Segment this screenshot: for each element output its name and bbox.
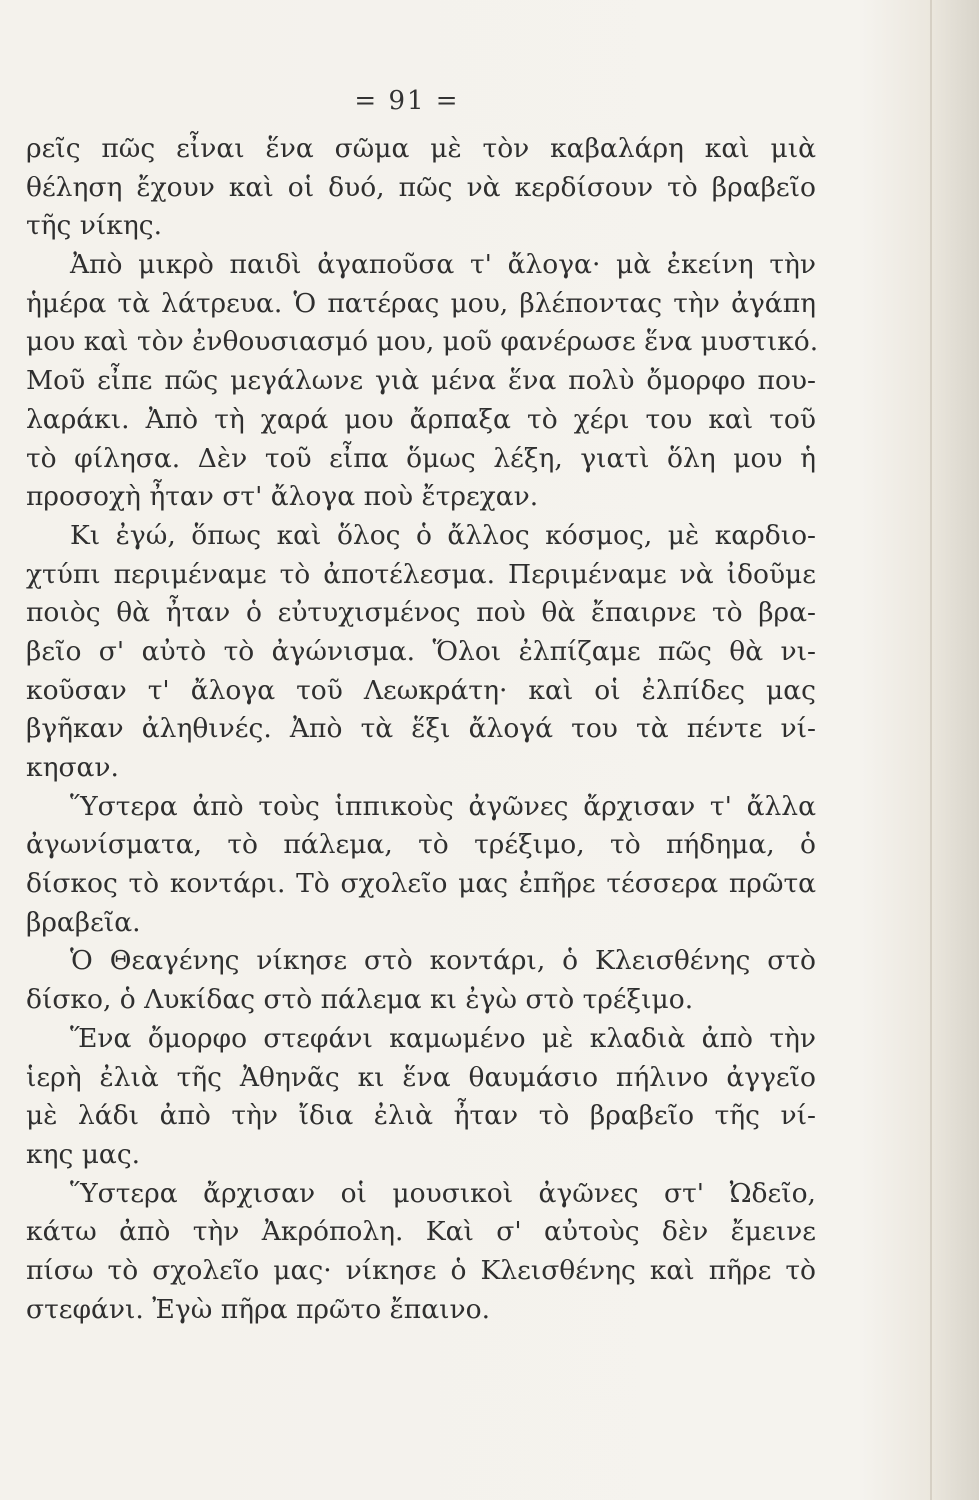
- text-line: Ὁ Θεαγένης νίκησε στὸ κοντάρι, ὁ Κλεισθένης στὸ: [70, 945, 816, 977]
- text-line: Μοῦ εἶπε πῶς μεγάλωνε γιὰ μένα ἕνα πολὺ ὄμορφο που-: [26, 365, 816, 397]
- text-line: κοῦσαν τ' ἄλογα τοῦ Λεωκράτη· καὶ οἱ ἐλπίδες μας: [26, 674, 816, 706]
- text-line: ρεῖς πῶς εἶναι ἕνα σῶμα μὲ τὸν καβαλάρη καὶ μιὰ: [26, 133, 816, 164]
- text-line: πίσω τὸ σχολεῖο μας· νίκησε ὁ Κλεισθένης καὶ πῆρε τὸ: [26, 1254, 816, 1286]
- text-line: ποιὸς θὰ ἦταν ὁ εὐτυχισμένος ποὺ θὰ ἔπαιρνε τὸ βρα-: [26, 597, 816, 629]
- text-line: βγῆκαν ἀληθινές. Ἀπὸ τὰ ἕξι ἄλογά του τὰ πέντε νί-: [26, 713, 816, 745]
- text-line: Ὕστερα ἀπὸ τοὺς ἱππικοὺς ἀγῶνες ἄρχισαν τ' ἄλλα: [70, 790, 816, 822]
- body-text: [26, 130, 819, 1329]
- text-line: ἡμέρα τὰ λάτρευα. Ὁ πατέρας μου, βλέποντας τὴν ἀγάπη: [26, 287, 816, 319]
- text-line: κάτω ἀπὸ τὴν Ἀκρόπολη. Καὶ σ' αὐτοὺς δὲν ἔμεινε: [26, 1216, 816, 1248]
- text-line: μου καὶ τὸν ἐνθουσιασμό μου, μοῦ φανέρωσε ἕνα μυστικό.: [26, 326, 819, 358]
- text-line: τῆς νίκης.: [26, 210, 163, 242]
- text-line: κης μας.: [26, 1138, 141, 1170]
- page-edge-shadow: [930, 0, 932, 1500]
- text-line: βραβεῖα.: [26, 906, 141, 938]
- text-line: λαράκι. Ἀπὸ τὴ χαρά μου ἄρπαξα τὸ χέρι του καὶ τοῦ: [26, 403, 816, 435]
- text-line: κησαν.: [26, 752, 119, 783]
- text-line: Κι ἐγώ, ὅπως καὶ ὅλος ὁ ἄλλος κόσμος, μὲ καρδιο-: [70, 519, 816, 551]
- text-line: χτύπι περιμέναμε τὸ ἀποτέλεσμα. Περιμέναμε νὰ ἰδοῦμε: [26, 558, 816, 590]
- text-line: στεφάνι. Ἐγὼ πῆρα πρῶτο ἔπαινο.: [26, 1293, 490, 1325]
- text-line: προσοχὴ ἦταν στ' ἄλογα ποὺ ἔτρεχαν.: [26, 481, 539, 513]
- text-line: Ἕνα ὄμορφο στεφάνι καμωμένο μὲ κλαδιὰ ἀπὸ τὴν: [70, 1022, 816, 1054]
- page-number: = 91 =: [354, 86, 460, 116]
- text-line: βεῖο σ' αὐτὸ τὸ ἀγώνισμα. Ὅλοι ἐλπίζαμε πῶς θὰ νι-: [26, 635, 816, 667]
- text-line: τὸ φίλησα. Δὲν τοῦ εἶπα ὅμως λέξη, γιατὶ ὅλη μου ἡ: [26, 442, 816, 474]
- text-line: δίσκος τὸ κοντάρι. Τὸ σχολεῖο μας ἐπῆρε τέσσερα πρῶτα: [26, 868, 816, 900]
- text-line: Ὕστερα ἄρχισαν οἱ μουσικοὶ ἀγῶνες στ' Ὠδεῖο,: [70, 1177, 816, 1209]
- text-line: ἱερὴ ἐλιὰ τῆς Ἀθηνᾶς κι ἕνα θαυμάσιο πήλινο ἀγγεῖο: [26, 1061, 816, 1093]
- text-line: Ἀπὸ μικρὸ παιδὶ ἀγαποῦσα τ' ἄλογα· μὰ ἐκείνη τὴν: [70, 249, 816, 281]
- text-line: μὲ λάδι ἀπὸ τὴν ἴδια ἐλιὰ ἦταν τὸ βραβεῖο τῆς νί-: [26, 1100, 816, 1132]
- text-line: θέληση ἔχουν καὶ οἱ δυό, πῶς νὰ κερδίσουν τὸ βραβεῖο: [26, 171, 816, 203]
- text-line: ἀγωνίσματα, τὸ πάλεμα, τὸ τρέξιμο, τὸ πήδημα, ὁ: [26, 829, 816, 861]
- text-line: δίσκο, ὁ Λυκίδας στὸ πάλεμα κι ἐγὼ στὸ τρέξιμο.: [26, 984, 694, 1016]
